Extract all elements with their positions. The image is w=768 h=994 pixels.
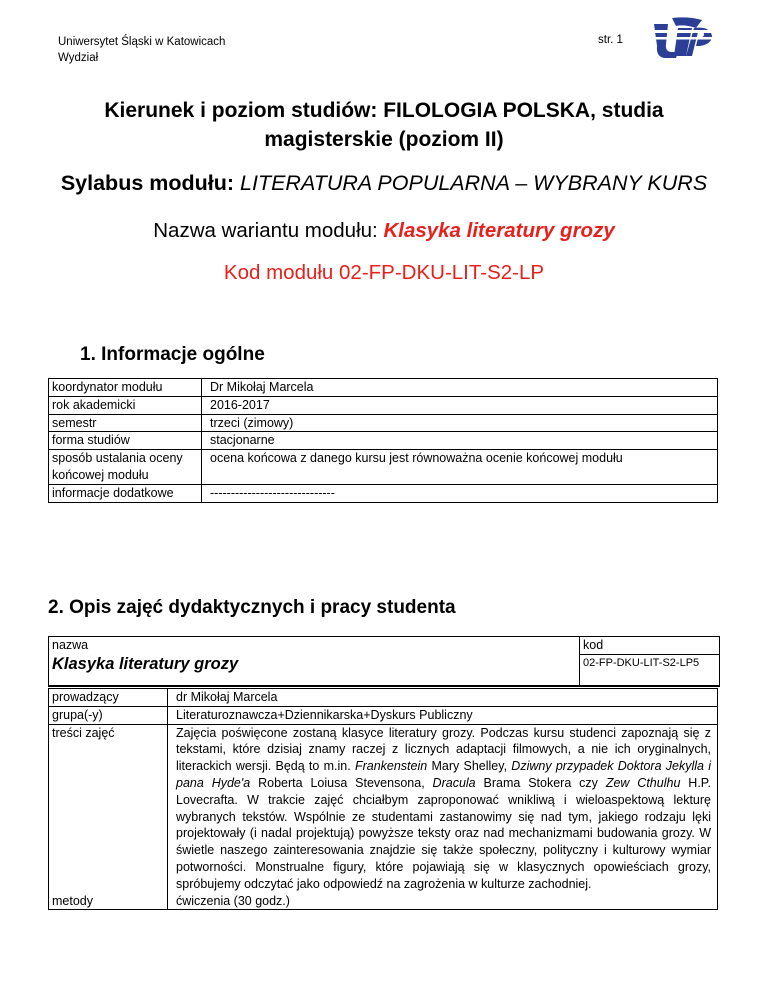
row-label: prowadzący	[49, 689, 168, 707]
table-row	[49, 484, 718, 502]
row-label: forma studiów	[49, 432, 202, 450]
table-row	[49, 414, 718, 432]
faculty-name: Wydział	[58, 52, 99, 64]
name-label: nazwa	[52, 638, 89, 652]
row-value: ćwiczenia (30 godz.)	[176, 893, 290, 908]
syllabus-heading	[60, 171, 708, 196]
page-number: str. 1	[598, 34, 623, 46]
variant-name: Klasyka literatury grozy	[383, 219, 615, 242]
page-header	[58, 34, 225, 66]
course-content: Zajęcia poświęcone zostaną klasyce literatury grozy. Podczas kursu studenci zapoznają się z tekstami, które dzisiaj znamy raczej z licznych adaptacji filmowych, a nie ich oryginalnych, literackich wersji. Będą to m.in. Frankenstein Mary Shelley, Dziwny przypadek Doktora Jekylla i pana Hyde'a Roberta Loiusa Stevensona, Dracula Brama Stokera czy Zew Cthulhu H.P. Lovecrafta. W trakcie zajęć chciałbym zaproponować wnikliwą i wieloaspektową lekturę wybranych tekstów. Wspólnie ze studentami zastanowimy się nad tym, jakiego rodzaju lęki projektowały (i nadal projektują) powyższe teksty oraz nad mechanizmami budowania grozy. W świetle naszego zainteresowania znajdzie się także społeczny, polityczny i kulturowy wymiar potworności. Monstrualne figury, które pojawiają się w klasycznych opowieściach grozy, spróbujemy odczytać jako odpowiedź na zagrożenia w kulturze zachodniej.	[176, 725, 712, 891]
row-label: rok akademicki	[49, 396, 202, 414]
row-value: stacjonarne	[202, 432, 718, 450]
course-code: 02-FP-DKU-LIT-S2-LP5	[583, 657, 700, 669]
table-row	[49, 724, 718, 892]
row-label: metody	[49, 893, 168, 910]
row-value: 2016-2017	[202, 396, 718, 414]
table-row	[49, 379, 718, 397]
code-label: kod	[583, 638, 604, 652]
row-label: treści zajęć	[49, 724, 168, 892]
row-label: grupa(-y)	[49, 706, 168, 724]
row-value: trzeci (zimowy)	[202, 414, 718, 432]
code-cell	[579, 637, 719, 685]
syllabus-name: LITERATURA POPULARNA – WYBRANY KURS	[240, 171, 708, 195]
module-code: Kod modułu 02-FP-DKU-LIT-S2-LP	[223, 261, 545, 284]
row-value: ocena końcowa z danego kursu jest równoważna ocenie końcowej modułu	[202, 450, 718, 485]
row-label: koordynator modułu	[49, 379, 202, 397]
course-description-table	[48, 688, 718, 910]
table-row	[49, 689, 718, 707]
variant-heading	[60, 219, 708, 243]
university-logo-icon	[652, 14, 714, 60]
table-row	[49, 432, 718, 450]
row-value: Literaturoznawcza+Dziennikarska+Dyskurs Publiczny	[176, 707, 473, 722]
course-name: Klasyka literatury grozy	[52, 655, 239, 673]
row-value: Dr Mikołaj Marcela	[202, 379, 718, 397]
table-row	[49, 893, 718, 910]
table-row	[49, 450, 718, 485]
page-title: Kierunek i poziom studiów: FILOLOGIA POLSKA, studia magisterskie (poziom II)	[104, 99, 664, 151]
course-name-header	[48, 636, 720, 687]
general-info-table	[48, 378, 718, 503]
row-value: dr Mikołaj Marcela	[176, 690, 278, 704]
section-1-title: 1. Informacje ogólne	[80, 344, 265, 365]
row-value: ------------------------------	[202, 484, 718, 502]
university-name: Uniwersytet Śląski w Katowicach	[58, 36, 226, 48]
row-label: semestr	[49, 414, 202, 432]
row-label: sposób ustalania oceny końcowej modułu	[49, 450, 202, 485]
syllabus-label: Sylabus modułu:	[60, 171, 235, 195]
table-row	[49, 396, 718, 414]
variant-label: Nazwa wariantu modułu:	[153, 219, 378, 242]
table-row	[49, 706, 718, 724]
section-2-title: 2. Opis zajęć dydaktycznych i pracy studenta	[48, 597, 456, 618]
row-label: informacje dodatkowe	[49, 484, 202, 502]
code-divider	[580, 654, 719, 655]
